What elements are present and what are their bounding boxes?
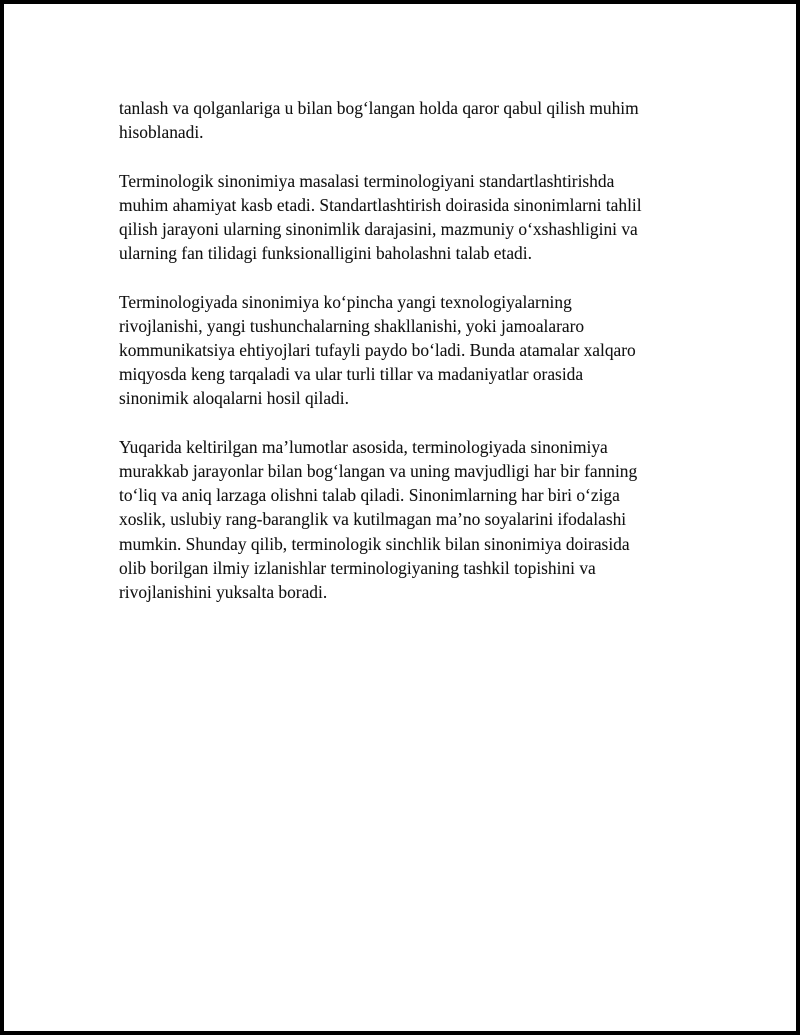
paragraph-3 bbox=[119, 290, 679, 411]
paragraph-4 bbox=[119, 435, 679, 604]
text-line: muhim ahamiyat kasb etadi. Standartlashtirish doirasida sinonimlarni tahlil bbox=[119, 194, 642, 215]
text-line: kommunikatsiya ehtiyojlari tufayli paydo bo‘ladi. Bunda atamalar xalqaro bbox=[119, 340, 636, 360]
document-body bbox=[119, 96, 679, 628]
text-line: xoslik, uslubiy rang-baranglik va kutilmagan ma’no soyalarini ifodalashi bbox=[119, 509, 627, 530]
text-line: olib borilgan ilmiy izlanishlar terminologiyaning tashkil topishini va bbox=[119, 557, 596, 578]
text-line: ularning fan tilidagi funksionalligini baholashni talab etadi. bbox=[119, 243, 532, 264]
text-line: Yuqarida keltirilgan ma’lumotlar asosida, terminologiyada sinonimiya bbox=[119, 436, 608, 457]
text-line: hisoblanadi. bbox=[119, 122, 204, 143]
text-line: rivojlanishi, yangi tushunchalarning shakllanishi, yoki jamoalararo bbox=[119, 315, 585, 336]
text-line: Terminologik sinonimiya masalasi terminologiyani standartlashtirishda bbox=[119, 170, 615, 191]
text-line: murakkab jarayonlar bilan bog‘langan va uning mavjudligi har bir fanning bbox=[119, 461, 638, 481]
text-line: Terminologiyada sinonimiya ko‘pincha yangi texnologiyalarning bbox=[119, 291, 572, 312]
text-line: mumkin. Shunday qilib, terminologik sinchlik bilan sinonimiya doirasida bbox=[119, 533, 630, 554]
text-line: sinonimik aloqalarni hosil qiladi. bbox=[119, 388, 349, 409]
text-line: qilish jarayoni ularning sinonimlik darajasini, mazmuniy o‘xshashligini va bbox=[119, 219, 638, 239]
text-line: miqyosda keng tarqaladi va ular turli tillar va madaniyatlar orasida bbox=[119, 364, 584, 385]
text-line: to‘liq va aniq larzaga olishni talab qiladi. Sinonimlarning har biri o‘ziga bbox=[119, 485, 620, 506]
text-line: rivojlanishini yuksalta boradi. bbox=[119, 582, 328, 603]
text-line: tanlash va qolganlariga u bilan bog‘langan holda qaror qabul qilish muhim bbox=[119, 98, 639, 118]
paragraph-2 bbox=[119, 169, 679, 266]
paragraph-1 bbox=[119, 96, 679, 144]
